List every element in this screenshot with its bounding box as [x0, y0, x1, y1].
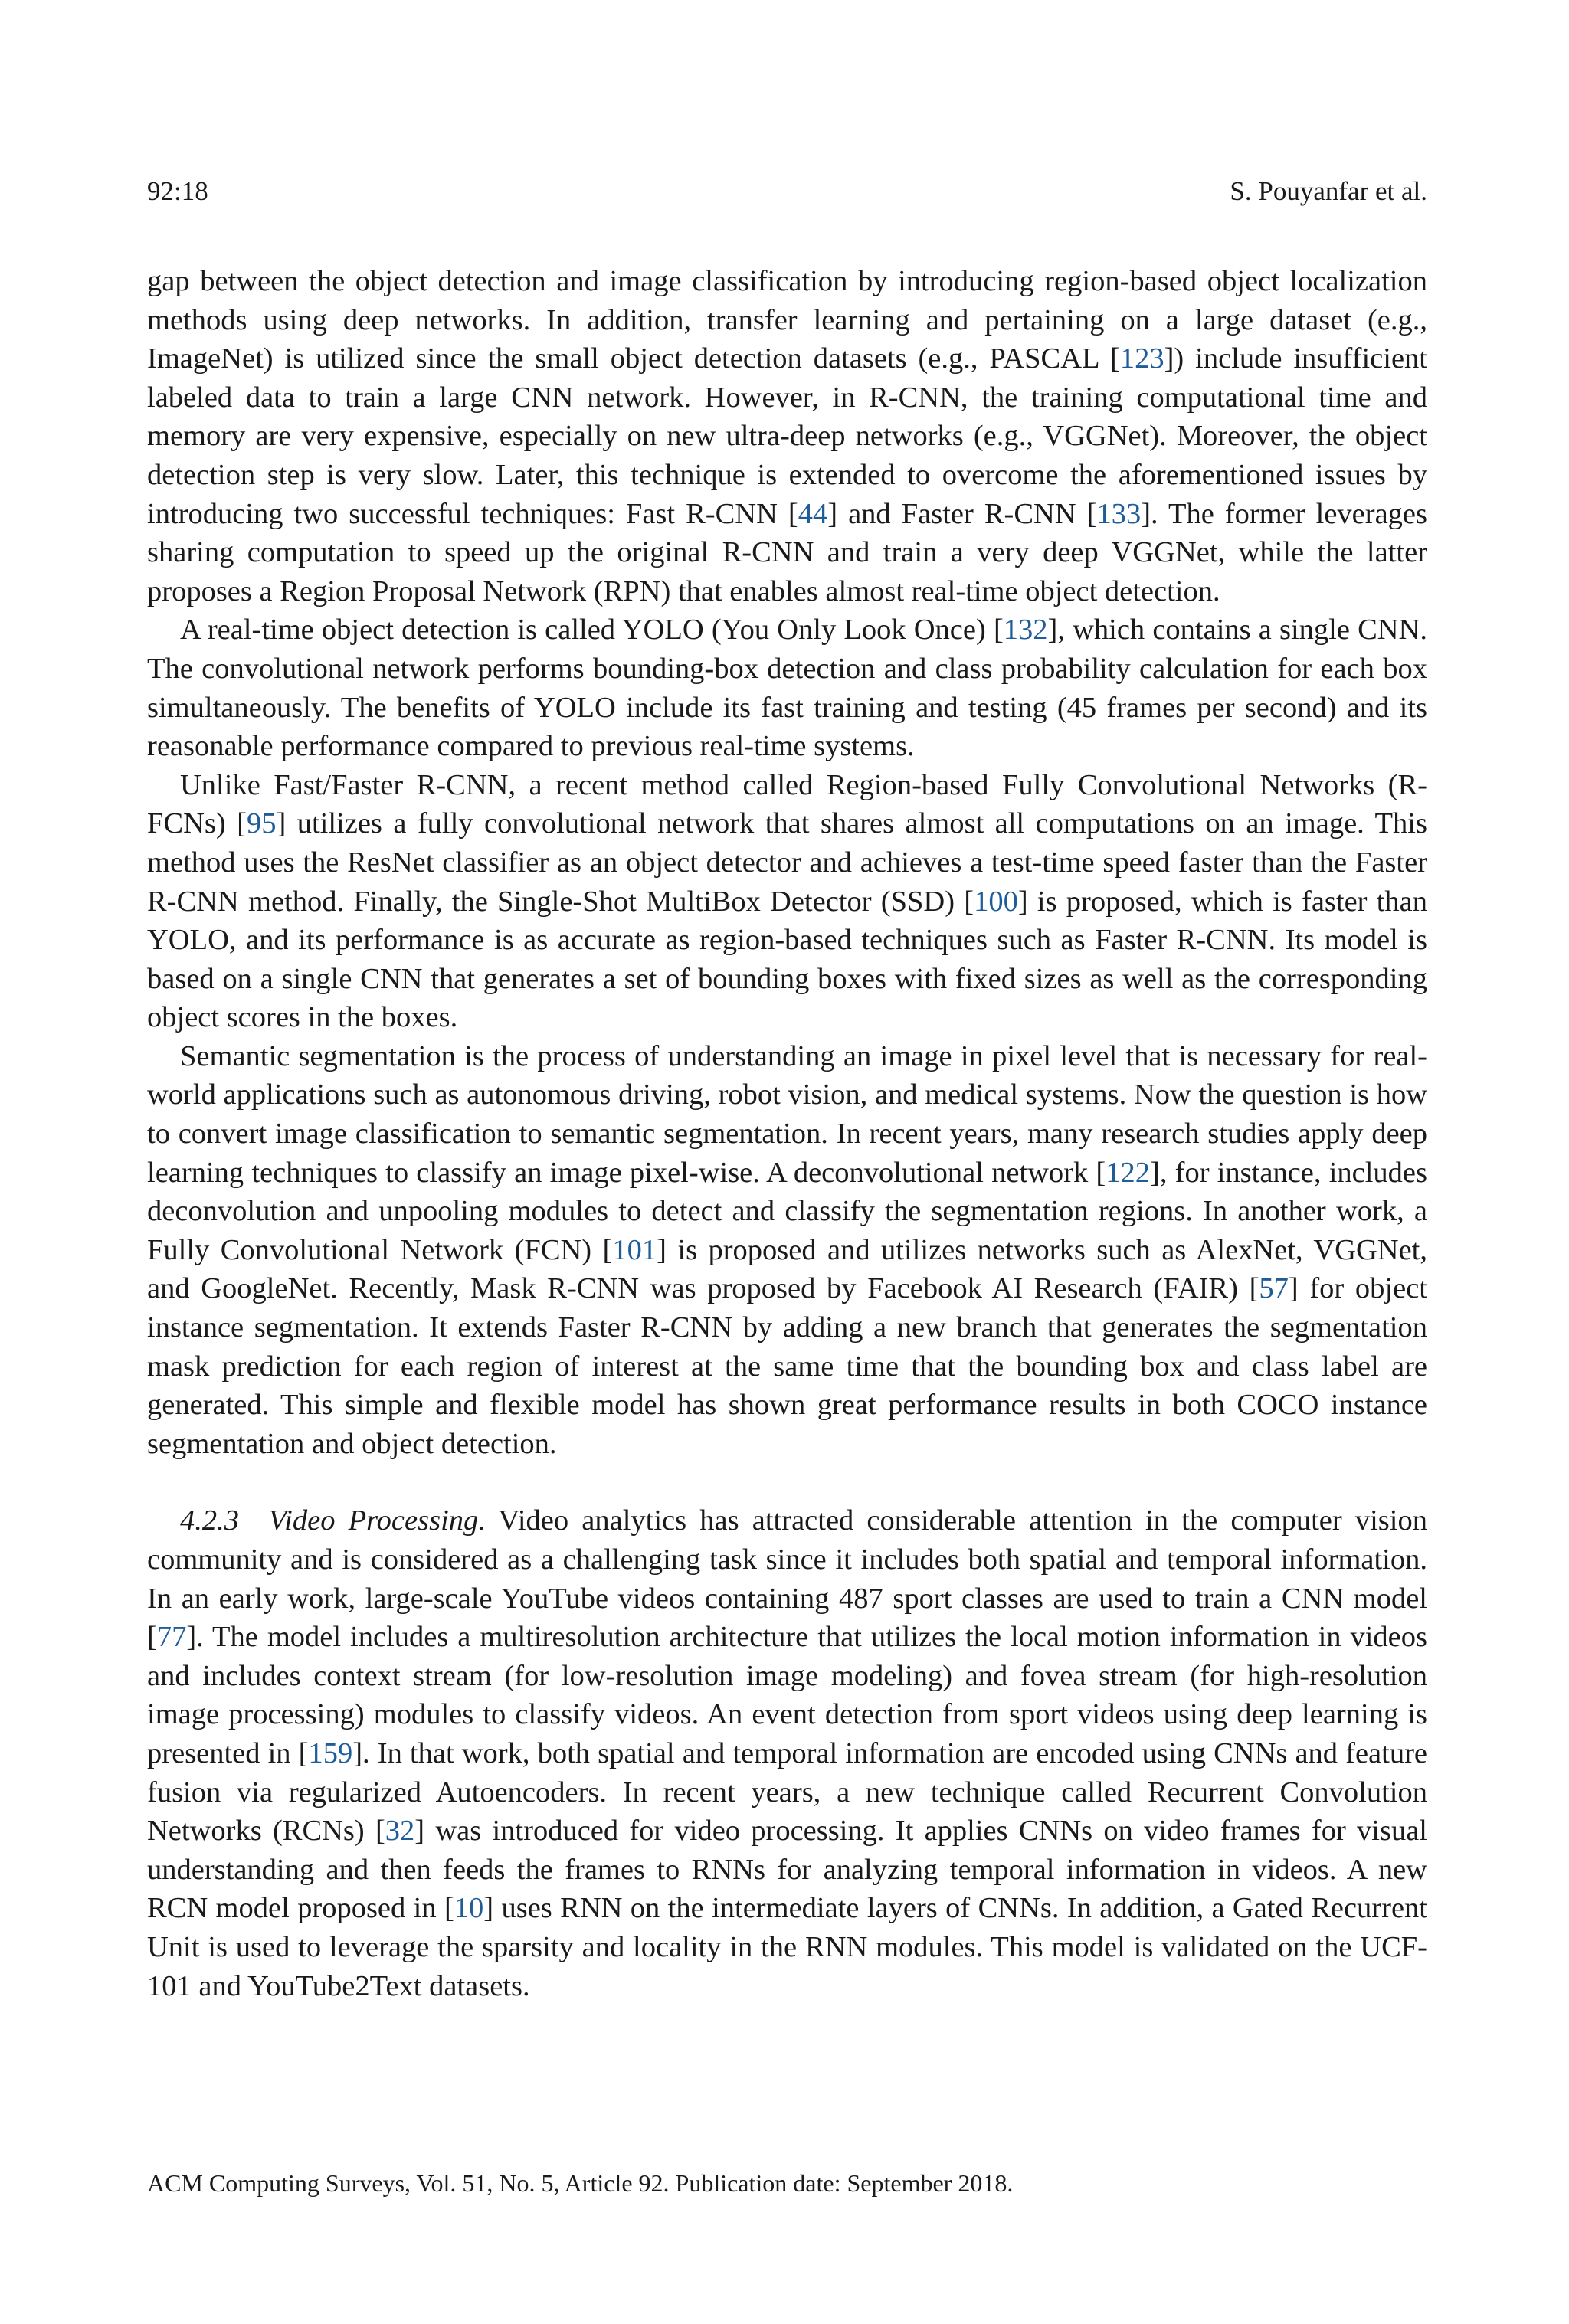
citation-link[interactable]: 32 [385, 1815, 415, 1848]
citation-link[interactable]: 100 [974, 885, 1018, 918]
page-number: 92:18 [147, 176, 208, 206]
citation-link[interactable]: 77 [156, 1621, 187, 1654]
citation-link[interactable]: 132 [1003, 614, 1048, 646]
author-line: S. Pouyanfar et al. [1230, 176, 1427, 206]
citation-link[interactable]: 57 [1259, 1272, 1289, 1305]
paragraph-video-processing: 4.2.3 Video Processing. Video analytics has attracted considerable attention in the computer vision community and is considered as a challenging task since it includes both spatial and temporal information. In an early work, large-scale YouTube videos containing 487 sport classes are used to train a CNN model [77]. The model includes a multiresolution architecture that utilizes the local motion information in videos and includes context stream (for low-resolution image modeling) and fovea stream (for high-resolution image processing) modules to classify videos. An event detection from sport videos using deep learning is presented in [159]. In that work, both spatial and temporal information are encoded using CNNs and feature fusion via regularized Autoencoders. In recent years, a new technique called Recurrent Convolution Networks (RCNs) [32] was introduced for video processing. It applies CNNs on video frames for visual understanding and then feeds the frames to RNNs for analyzing temporal information in videos. A new RCN model proposed in [10] uses RNN on the intermediate layers of CNNs. In addition, a Gated Recurrent Unit is used to leverage the sparsity and locality in the RNN modules. This model is validated on the UCF-101 and YouTube2Text datasets. [147, 1504, 1427, 2002]
citation-link[interactable]: 44 [798, 497, 828, 530]
running-header [147, 175, 1427, 208]
journal-footer: ACM Computing Surveys, Vol. 51, No. 5, Article 92. Publication date: September 2018. [147, 2169, 1014, 2197]
paragraph-rfcn-ssd: Unlike Fast/Faster R-CNN, a recent method called Region-based Fully Convolutional Networks (R-FCNs) [95] utilizes a fully convolutional network that shares almost all computations on an image. This method uses the ResNet classifier as an object detector and achieves a test-time speed faster than the Faster R-CNN method. Finally, the Single-Shot MultiBox Detector (SSD) [100] is proposed, which is faster than YOLO, and its performance is as accurate as region-based techniques such as Faster R-CNN. Its model is based on a single CNN that generates a set of bounding boxes with fixed sizes as well as the corresponding object scores in the boxes. [147, 768, 1427, 1034]
paragraph-yolo: A real-time object detection is called YOLO (You Only Look Once) [132], which contains a single CNN. The convolutional network performs bounding-box detection and class probability calculation for each box simultaneously. The benefits of YOLO include its fast training and testing (45 frames per second) and its reasonable performance compared to previous real-time systems. [147, 614, 1427, 763]
body-text [147, 262, 1427, 2005]
citation-link[interactable]: 133 [1096, 497, 1142, 530]
citation-link[interactable]: 122 [1106, 1156, 1151, 1189]
citation-link[interactable]: 95 [246, 807, 277, 840]
citation-link[interactable]: 159 [308, 1736, 353, 1769]
paragraph-semantic-segmentation: Semantic segmentation is the process of understanding an image in pixel level that is necessary for real-world applications such as autonomous driving, robot vision, and medical systems. Now the question is how to convert image classification to semantic segmentation. In recent years, many research studies apply deep learning techniques to classify an image pixel-wise. A deconvolutional network [122], for instance, includes deconvolution and unpooling modules to detect and classify the segmentation regions. In another work, a Fully Convolutional Network (FCN) [101] is proposed and utilizes networks such as AlexNet, VGGNet, and GoogleNet. Recently, Mask R-CNN was proposed by Facebook AI Research (FAIR) [57] for object instance segmentation. It extends Faster R-CNN by adding a new branch that generates the segmentation mask prediction for each region of interest at the same time that the bounding box and class label are generated. This simple and flexible model has shown great performance results in both COCO instance segmentation and object detection. [147, 1039, 1428, 1460]
paragraph-object-detection: gap between the object detection and image classification by introducing region-based object localization methods using deep networks. In addition, transfer learning and pertaining on a large dataset (e.g., ImageNet) is utilized since the small object detection datasets (e.g., PASCAL [123]) include insufficient labeled data to train a large CNN network. However, in R-CNN, the training computational time and memory are very expensive, especially on new ultra-deep networks (e.g., VGGNet). Moreover, the object detection step is very slow. Later, this technique is extended to overcome the aforementioned issues by introducing two successful techniques: Fast R-CNN [44] and Faster R-CNN [133]. The former leverages sharing computation to speed up the original R-CNN and train a very deep VGGNet, while the latter proposes a Region Proposal Network (RPN) that enables almost real-time object detection. [147, 265, 1427, 607]
section-heading: 4.2.3 Video Processing. [180, 1504, 486, 1537]
citation-link[interactable]: 123 [1119, 342, 1164, 375]
citation-link[interactable]: 10 [454, 1892, 484, 1925]
citation-link[interactable]: 101 [612, 1233, 657, 1266]
